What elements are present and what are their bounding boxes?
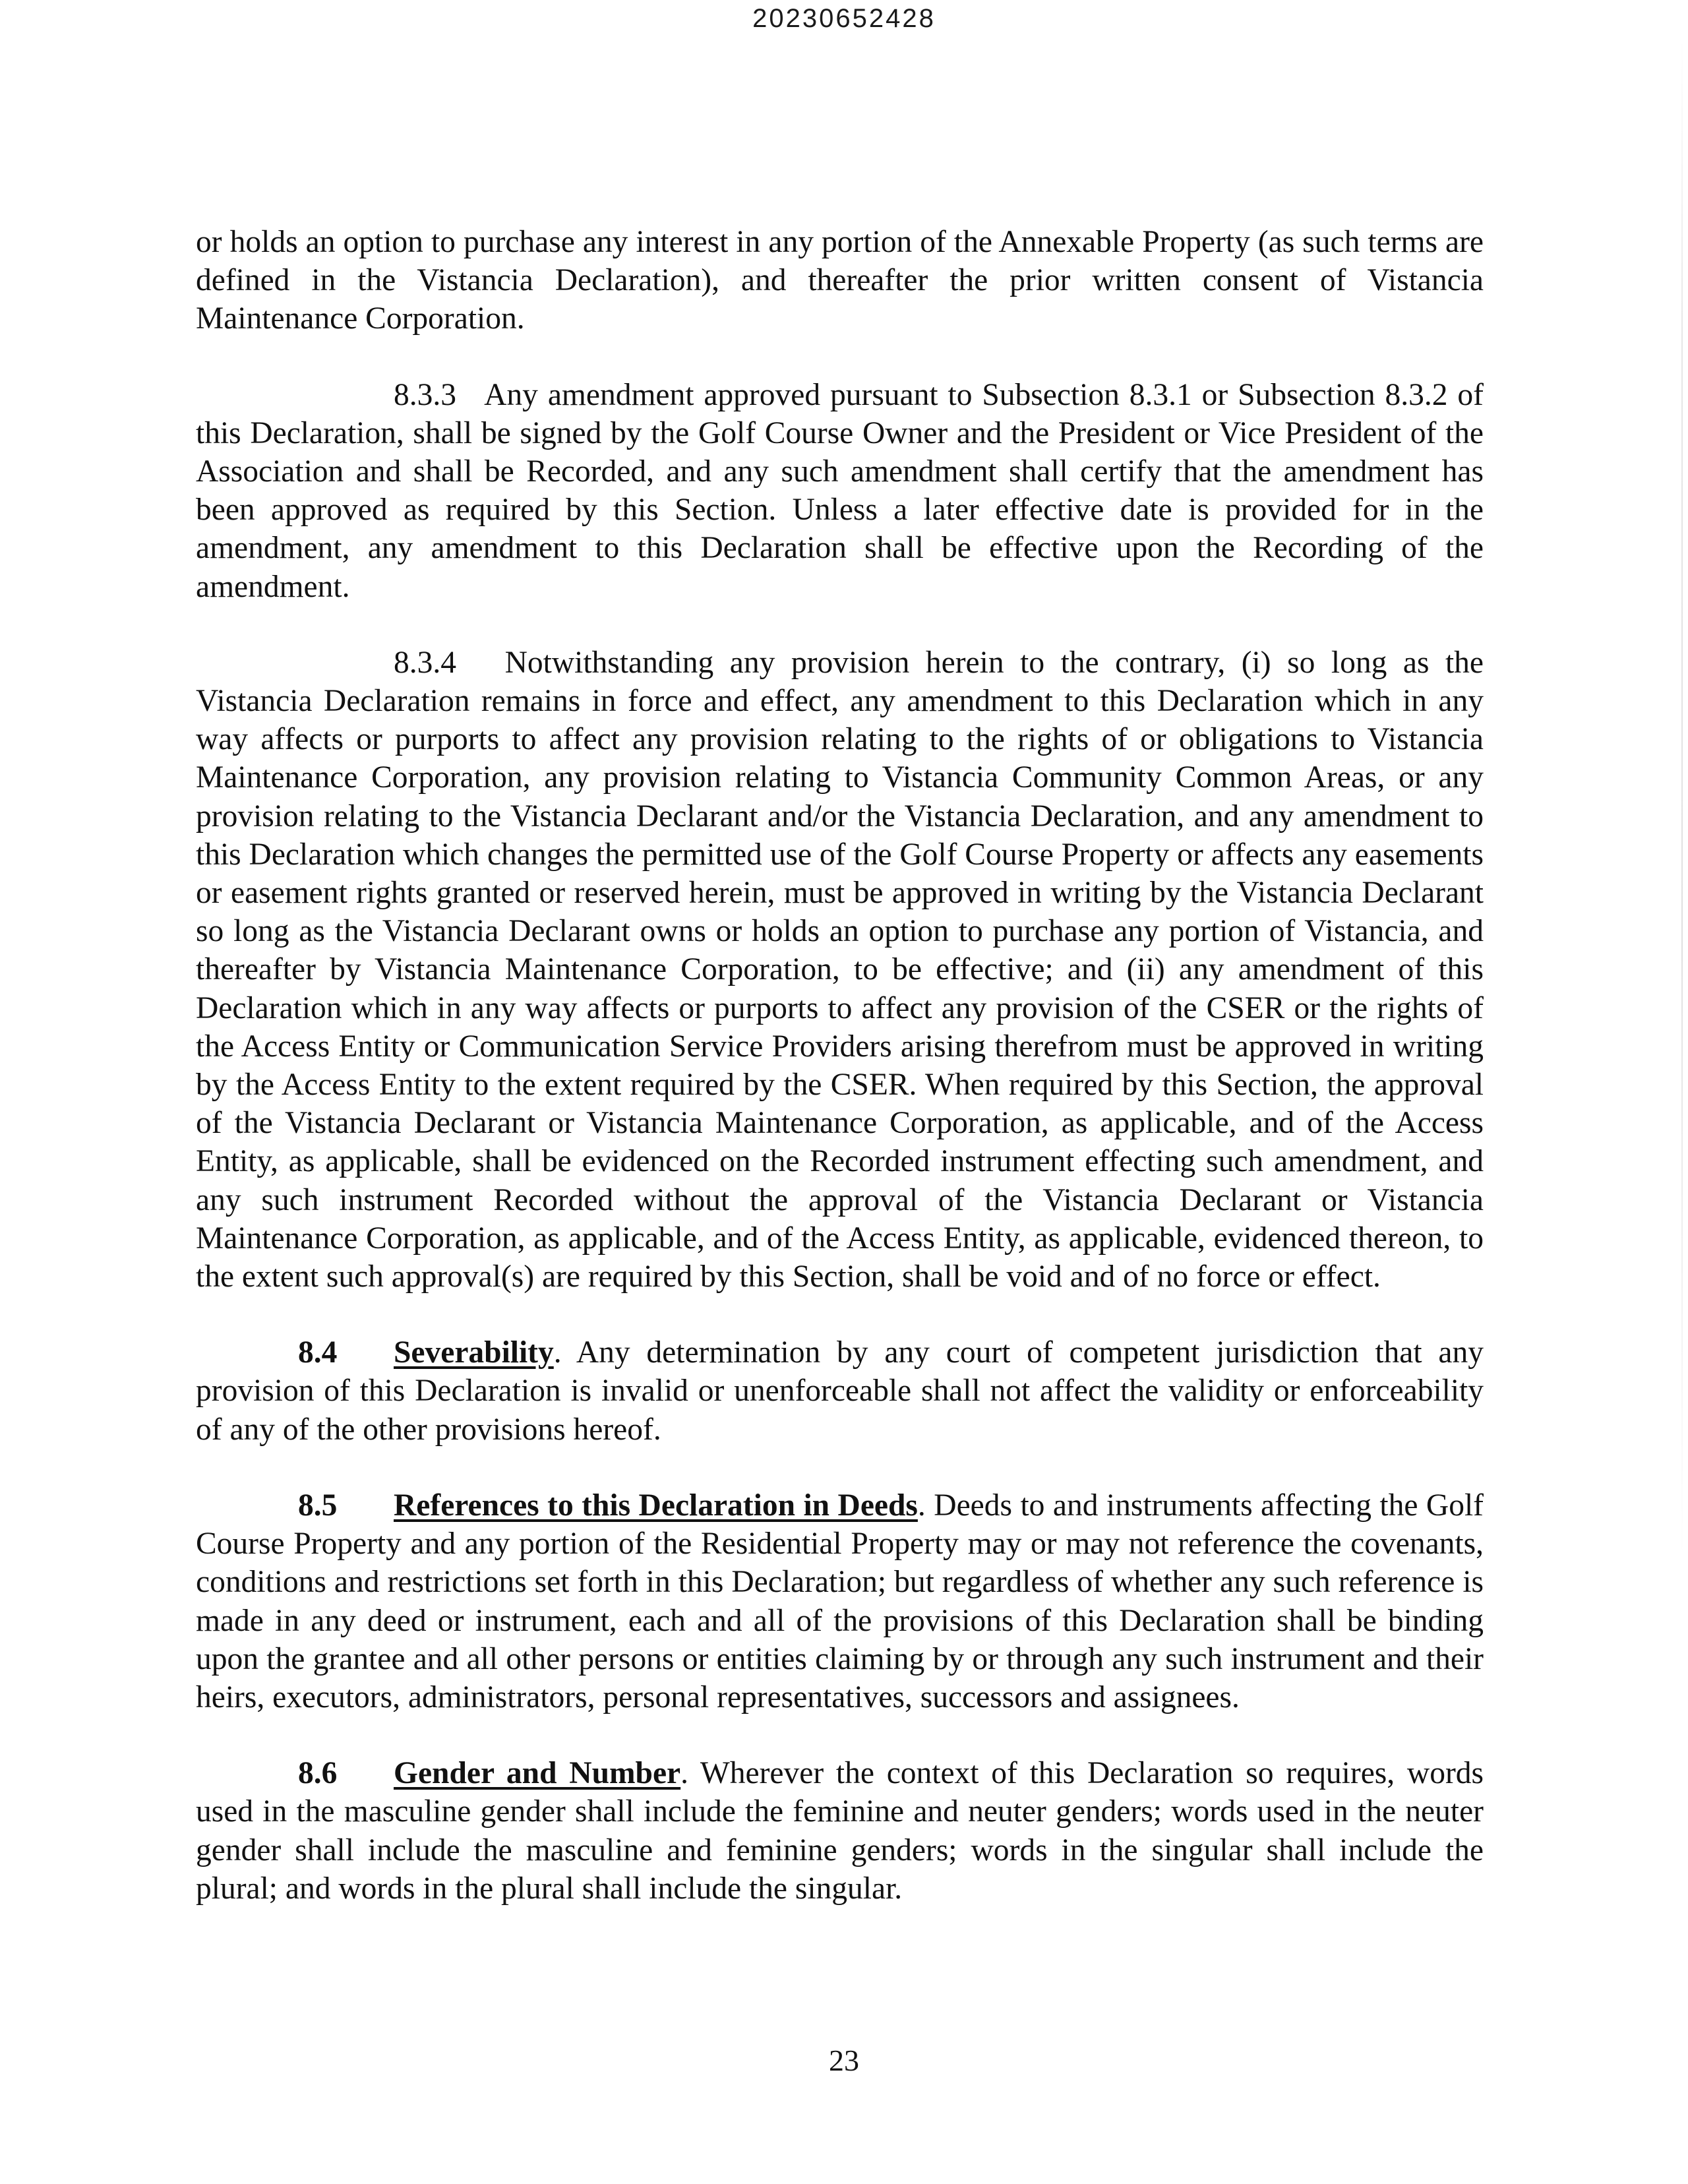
paragraph-continuation	[196, 223, 1484, 338]
section-title: Gender and Number	[394, 1756, 681, 1791]
section-8-4	[196, 1333, 1484, 1449]
section-8-6	[196, 1754, 1484, 1908]
paragraph-8-3-3	[196, 376, 1484, 606]
paragraph-text: Notwithstanding any provision herein to the contrary, (i) so long as the Vistancia Declaration remains in force and effect, any amendment to this Declaration which in any way affects or purports to affect any provision relating to the rights of or obligations to Vistancia Maintenance Corporation, any provision relating to Vistancia Community Common Areas, or any provision relating to the Vistancia Declarant and/or the Vistancia Declaration, and any amendment to this Declaration which changes the permitted use of the Golf Course Property or affects any easements or easement rights granted or reserved herein, must be approved in writing by the Vistancia Declarant so long as the Vistancia Declarant owns or holds an option to purchase any portion of Vistancia, and thereafter by Vistancia Maintenance Corporation, to be effective; and (ii) any amendment of this Declaration which in any way affects or purports to affect any provision of the CSER or the rights of the Access Entity or Communication Service Providers arising therefrom must be approved in writing by the Access Entity to the extent required by the CSER. When required by this Section, the approval of the Vistancia Declarant or Vistancia Maintenance Corporation, as applicable, and of the Access Entity, as applicable, shall be evidenced on the Recorded instrument effecting such amendment, and any such instrument Recorded without the approval of the Vistancia Declarant or Vistancia Maintenance Corporation, as applicable, and of the Access Entity, as applicable, evidenced thereon, to the extent such approval(s) are required by this Section, shall be void and of no force or effect.	[196, 645, 1484, 1294]
paragraph-8-3-4	[196, 644, 1484, 1296]
document-body	[196, 223, 1484, 1945]
section-number: 8.6	[298, 1756, 338, 1791]
section-text: . Wherever the context of this Declaration so requires, words used in the masculine gender shall include the feminine and neuter genders; words used in the neuter gender shall include the masculine and feminine genders; words in the singular shall include the plural; and words in the plural shall include the singular.	[196, 1756, 1484, 1906]
section-text: . Any determination by any court of competent jurisdiction that any provision of this Declaration is invalid or unenforceable shall not affect the validity or enforceability of any of the other provisions hereof.	[196, 1335, 1484, 1447]
section-text: . Deeds to and instruments affecting the Golf Course Property and any portion of the Residential Property may or may not reference the covenants, conditions and restrictions set forth in this Declaration; but regardless of whether any such reference is made in any deed or instrument, each and all of the provisions of this Declaration shall be binding upon the grantee and all other persons or entities claiming by or through any such instrument and their heirs, executors, administrators, personal representatives, successors and assignees.	[196, 1488, 1484, 1714]
section-title: Severability	[394, 1335, 554, 1370]
section-title: References to this Declaration in Deeds	[394, 1488, 918, 1523]
paragraph-text: or holds an option to purchase any interest in any portion of the Annexable Property (as such terms are defined in the Vistancia Declaration), and thereafter the prior written consent of Vistancia Maintenance Corporation.	[196, 225, 1484, 336]
subsection-number: 8.3.4	[394, 645, 456, 680]
scan-edge-line	[1681, 40, 1683, 1556]
section-8-5	[196, 1486, 1484, 1716]
section-number: 8.4	[298, 1335, 338, 1370]
section-number: 8.5	[298, 1488, 338, 1523]
subsection-number: 8.3.3	[394, 377, 456, 412]
document-number: 20230652428	[752, 4, 936, 33]
paragraph-text: Any amendment approved pursuant to Subsection 8.3.1 or Subsection 8.3.2 of this Declaration, shall be signed by the Golf Course Owner and the President or Vice President of the Association and shall be Recorded, and any such amendment shall certify that the amendment has been approved as required by this Section. Unless a later effective date is provided for in the amendment, any amendment to this Declaration shall be effective upon the Recording of the amendment.	[196, 377, 1484, 604]
page-number: 23	[829, 2044, 859, 2077]
